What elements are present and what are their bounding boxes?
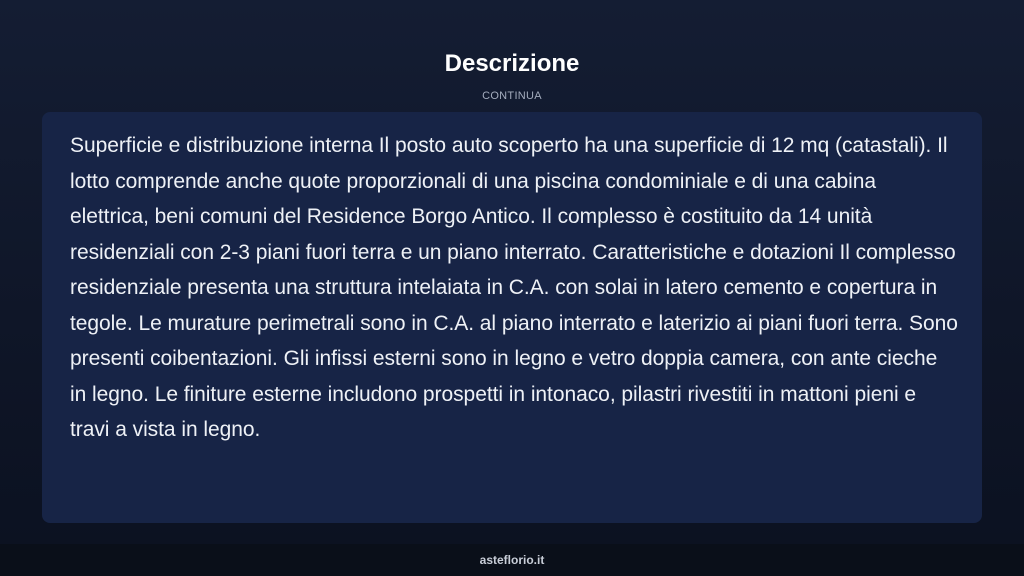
site-name: asteflorio.it — [479, 553, 545, 567]
slide-header — [0, 48, 1024, 103]
continued-label: CONTINUA — [482, 90, 542, 102]
description-card — [42, 112, 982, 523]
description-text: Superficie e distribuzione interna Il posto auto scoperto ha una superficie di 12 mq (catastali). Il lotto comprende anche quote proporzionali di una piscina condominiale e di una cabina elettrica, beni comuni del Residence Borgo Antico. Il complesso è costituito da 14 unità residenziali con 2-3 piani fuori terra e un piano interrato. Caratteristiche e dotazioni Il complesso residenziale presenta una struttura intelaiata in C.A. con solai in latero cemento e copertura in tegole. Le murature perimetrali sono in C.A. al piano interrato e laterizio ai piani fuori terra. Sono presenti coibentazioni. Gli infissi esterni sono in legno e vetro doppia camera, con ante cieche in legno. Le finiture esterne includono prospetti in intonaco, pilastri rivestiti in mattoni pieni e travi a vista in legno. — [70, 134, 958, 441]
footer-bar — [0, 544, 1024, 576]
page-title: Descrizione — [444, 50, 580, 77]
